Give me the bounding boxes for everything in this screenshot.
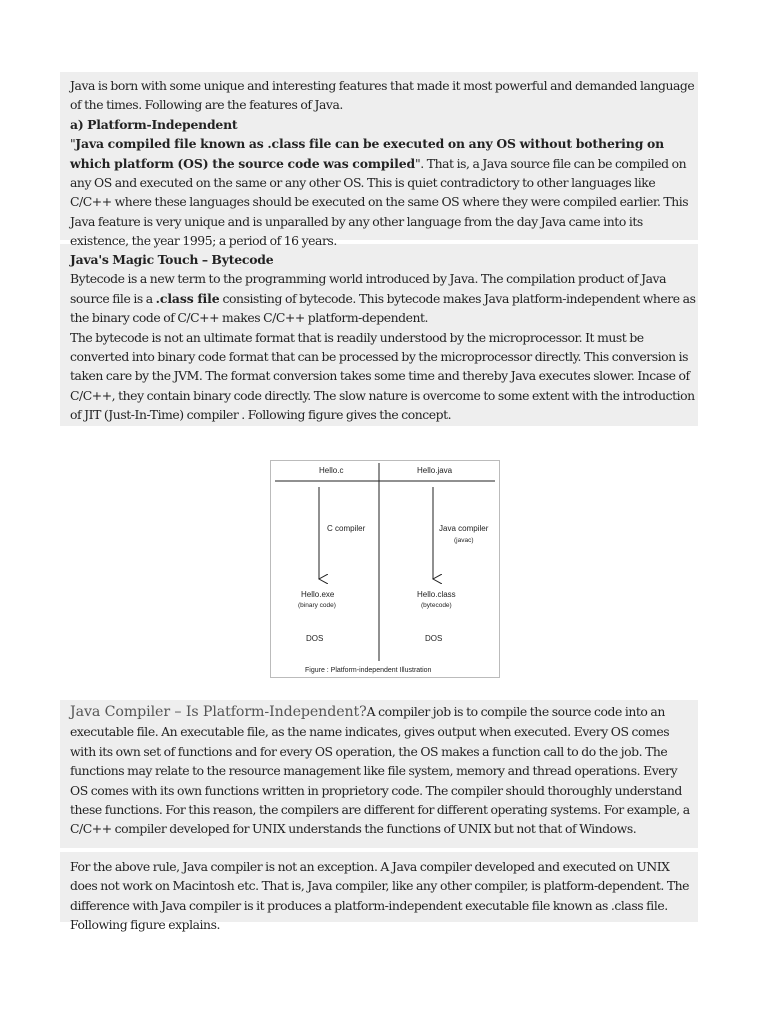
compiler-p1: A compiler job is to compile the source code into an executable file. An executable file, as the name indicates, gives output when executed. Every OS comes with its own set of functions and for every OS operation, the OS makes a function call to do the job. The functions may relate to the resource management like file system, memory and thread operations. Every OS comes with its own functions written in proprietory code. The compiler should thoroughly understand these functions. For this reason, the compilers are different for different operating systems. For example, a C/C++ compiler developed for UNIX understands the functions of UNIX but not that of Windows.: [70, 704, 690, 837]
quote-open: ": [70, 136, 76, 152]
figure-caption: Figure : Platform-independent Illustration: [305, 667, 432, 674]
col2-os-label: DOS: [425, 634, 443, 643]
java-compiler-label: Java compiler: [439, 524, 489, 533]
bytecode-p1-end: consisting of bytecode. This bytecode makes Java platform-independent where as the binary code of C/C++ makes C/C++ platform-dependent.: [70, 290, 696, 326]
section-a-heading: a) Platform-Independent: [70, 116, 238, 132]
figure-diagram: [271, 461, 499, 677]
bytecode-p1-start: Bytecode is a new term to the programming world introduced by Java. The compilation product of Java source file is a: [70, 271, 667, 306]
bytecode-heading: Java's Magic Touch – Bytecode: [70, 252, 274, 267]
bytecode-paragraph-2: The bytecode is not an ultimate format that is readily understood by the microprocessor. It must be converted into binary code format that can be processed by the microprocessor directly. This conversion is taken care by the JVM. The format conversion takes some time and thereby Java executes slower. Incase of C/C++, they contain binary code directly. The slow nature is overcome to some extent with the introduction of JIT (Just-In-Time) compiler . Following figure gives the concept.: [70, 329, 695, 423]
class-file-bold: .class file: [155, 290, 220, 306]
compiler-paragraph-1: [70, 702, 696, 839]
col2-header: Hello.java: [417, 466, 453, 475]
col1-header: Hello.c: [319, 466, 344, 475]
platform-quote-bold: Java compiled file known as .class file can be executed on any OS without bothering on which platform (OS) the source code was compiled: [70, 136, 665, 171]
platform-independent-figure: [270, 460, 500, 678]
intro-section: [70, 76, 696, 251]
compiler-rule-section: [70, 857, 696, 935]
platform-quote-rest: ". That is, a Java source file can be compiled on any OS and executed on the same or any other OS. This is quiet contradictory to other languages like C/C++ where these languages should be executed on the same OS where they were compiled earlier. This Java feature is very unique and is unparalled by any other language from the day Java came into its existence, the year 1995; a period of 16 years.: [70, 155, 689, 249]
compiler-section: [70, 702, 696, 839]
hello-class-label: Hello.class: [417, 590, 456, 599]
binary-code-label: (binary code): [298, 602, 336, 609]
col1-os-label: DOS: [306, 634, 324, 643]
compiler-paragraph-2: For the above rule, Java compiler is not an exception. A Java compiler developed and executed on UNIX does not work on Macintosh etc. That is, Java compiler, like any other compiler, is platform-dependent. The difference with Java compiler is it produces a platform-independent executable file known as .class file. Following figure explains.: [70, 859, 690, 933]
bytecode-section: [70, 250, 696, 425]
intro-paragraph: Java is born with some unique and interesting features that made it most powerful and demanded language of the times. Following are the features of Java.: [70, 78, 695, 113]
compiler-section-title: Java Compiler – Is Platform-Independent?: [70, 704, 367, 720]
javac-label: (javac): [454, 537, 474, 544]
hello-exe-label: Hello.exe: [301, 590, 335, 599]
c-compiler-label: C compiler: [327, 524, 366, 533]
platform-independent-paragraph: [70, 134, 696, 250]
bytecode-label: (bytecode): [421, 602, 452, 609]
bytecode-paragraph-1: [70, 269, 696, 327]
